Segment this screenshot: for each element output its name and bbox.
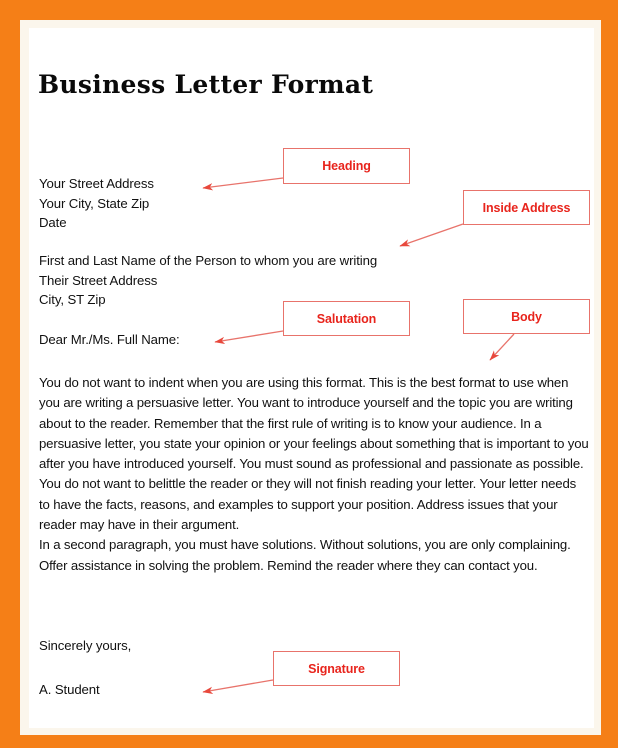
page-title: Business Letter Format — [38, 70, 374, 99]
body-paragraph-1: You do not want to indent when you are using this format. This is the best format to use when you are writing a persuasive letter. You want to introduce yourself and the topic you are writing about to the reader. Remember that the first rule of writing is to know your audience. In a persuasive letter, you state your opinion or your feelings about something that is important to you after you have introduced yourself. You must sound as professional and passionate as possible. You do not want to belittle the reader or they will not finish reading your letter. Your letter needs to have the facts, reasons, and examples to support your position. Address issues that your reader may have in their argument. — [39, 375, 589, 533]
signer-name-line — [39, 680, 100, 700]
body-paragraph-2: In a second paragraph, you must have solutions. Without solutions, you are only complaining. Offer assistance in solving the problem. Remind the reader where they can contact you. — [39, 537, 571, 573]
heading-line-city: Your City, State Zip — [39, 195, 150, 211]
callout-salutation-label: Salutation — [316, 311, 377, 326]
inside-line-name: First and Last Name of the Person to whom you are writing — [39, 253, 378, 268]
callout-signature-label: Signature — [308, 661, 365, 676]
salutation-text: Dear Mr./Ms. Full Name: — [39, 332, 180, 347]
callout-signature — [273, 651, 400, 686]
callout-inside-address — [463, 190, 590, 225]
bevel-bottom — [20, 728, 601, 735]
salutation-line — [39, 330, 180, 350]
border-band-bottom — [0, 735, 618, 748]
callout-heading — [283, 148, 410, 184]
callout-heading-label: Heading — [322, 159, 371, 173]
callout-salutation — [283, 301, 410, 336]
callout-inside-address-label: Inside Address — [482, 200, 571, 215]
heading-address-block — [39, 174, 154, 233]
closing-line — [39, 636, 131, 656]
letter-sheet — [29, 28, 594, 728]
border-band-left — [0, 0, 20, 748]
border-band-right — [601, 0, 618, 748]
bevel-right — [594, 20, 601, 735]
heading-line-date: Date — [39, 215, 67, 230]
body-text-block — [39, 373, 590, 576]
inside-line-street: Their Street Address — [39, 272, 158, 288]
signer-text: A. Student — [39, 682, 100, 697]
callout-body-label: Body — [511, 309, 542, 324]
heading-line-street: Your Street Address — [39, 176, 154, 191]
bevel-top — [20, 20, 601, 28]
closing-text: Sincerely yours, — [39, 638, 132, 653]
inside-line-city: City, ST Zip — [39, 292, 106, 307]
callout-body — [463, 299, 590, 334]
border-band-top — [0, 0, 618, 20]
bevel-left — [20, 20, 29, 735]
